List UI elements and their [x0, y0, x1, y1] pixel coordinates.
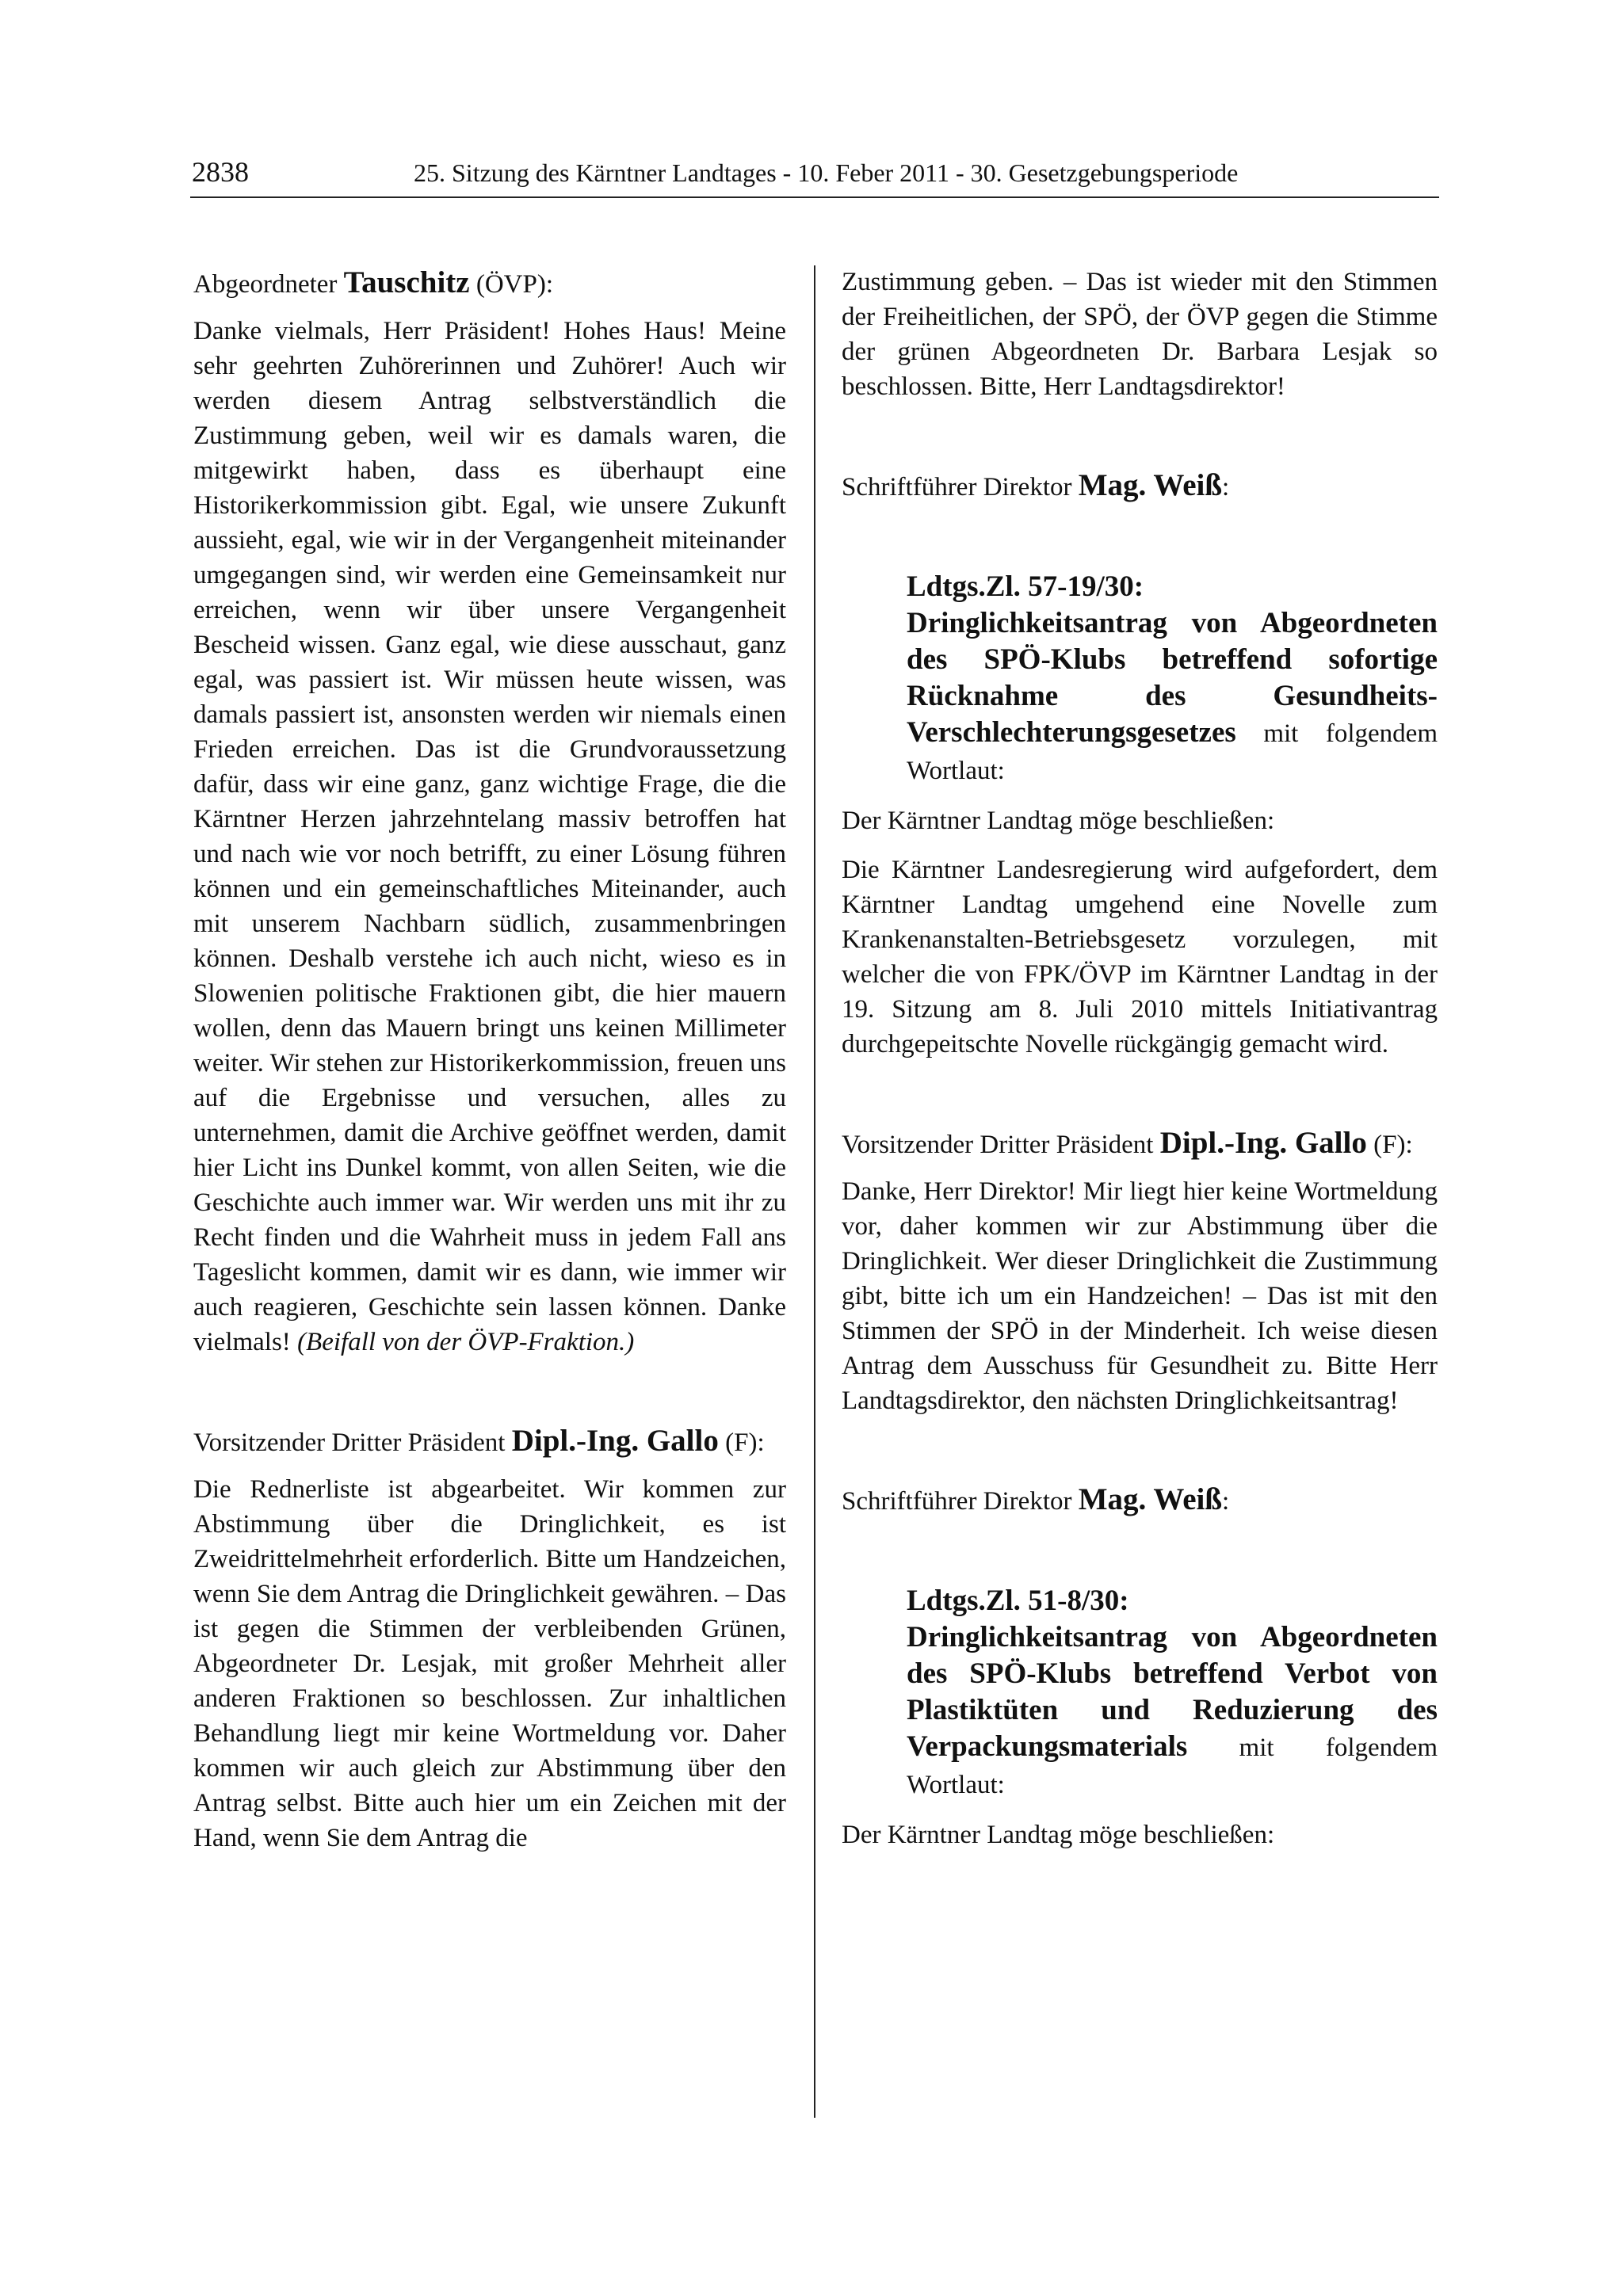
speaker-name: Mag. Weiß — [1078, 1482, 1223, 1516]
motion-block — [842, 1583, 1438, 1803]
speaker-prefix: Schriftführer Direktor — [842, 473, 1079, 502]
motion-title: Dringlichkeitsantrag von Abgeordneten des SPÖ-Klubs betreffend sofortige Rücknahme des Gesundheits-Verschlechterungsgesetzes — [907, 607, 1438, 749]
speech-paragraph: Zustimmung geben. – Das ist wieder mit den Stimmen der Freiheitlichen, der SPÖ, der ÖVP gegen die Stimme der grünen Abgeordneten Dr. Barbara Lesjak so beschlossen. Bitte, Herr Landtagsdirektor! — [842, 268, 1438, 401]
speech-paragraph: Die Rednerliste ist abgearbeitet. Wir kommen zur Abstimmung über die Dringlichkeit, es ist Zweidrittelmehrheit erforderlich. Bitte um Handzeichen, wenn Sie dem Antrag die Dringlichkeit gewähren. – Das ist gegen die Stimmen der verbleibenden Grünen, Abgeordneter Dr. Lesjak, mit großer Mehrheit aller anderen Fraktionen so beschlossen. Zur inhaltlichen Behandlung liegt mir keine Wortmeldung vor. Daher kommen wir auch gleich zur Abstimmung über den Antrag selbst. Bitte auch hier um ein Zeichen mit der Hand, wenn Sie dem Antrag die — [193, 1475, 786, 1852]
speaker-gallo — [842, 1125, 1438, 1163]
speaker-name: Mag. Weiß — [1078, 468, 1223, 502]
speech-text: Danke vielmals, Herr Präsident! Hohes Haus! Meine sehr geehrten Zuhörerinnen und Zuhörer! Auch wir werden diesem Antrag selbstverständlich die Zustimmung geben, weil wir es damals waren, die mitgewirkt haben, dass es überhaupt eine Historikerkommission gibt. Egal, wie unsere Zukunft aussieht, egal, wie wir in der Vergangenheit miteinander umgegangen sind, wir werden eine Gemeinsamkeit nur erreichen, wenn wir über unsere Vergangenheit Bescheid wissen. Ganz egal, wie diese ausschaut, ganz egal, was passiert ist. Wir müssen heute wissen, was damals passiert ist, ansonsten werden wir niemals einen Frieden erreichen. Das ist die Grundvoraussetzung dafür, dass wir eine ganz, ganz wichtige Frage, die die Kärntner Herzen jahrzehntelang massiv betroffen hat und nach wie vor noch betrifft, zu einer Lösung führen können und ein gemeinschaftliches Miteinander, auch mit unserem Nachbarn südlich, zusammenbringen können. Deshalb verstehe ich auch nicht, wieso es in Slowenien politische Fraktionen gibt, die hier mauern wollen, denn das Mauern bringt uns keinen Millimeter weiter. Wir stehen zur Historikerkommission, freuen uns auf die Ergebnisse und versuchen, alles zu unternehmen, damit die Archive geöffnet werden, damit hier Licht ins Dunkel kommt, von allen Seiten, wie die Geschichte auch immer war. Wir werden uns mit ihr zu Recht finden und die Wahrheit muss in jedem Fall ans Tageslicht kommen, damit wir es dann, wie immer wir auch reagieren, Geschichte sein lassen können. Danke vielmals! — [193, 317, 786, 1356]
resolution-intro: Der Kärntner Landtag möge beschließen: — [842, 807, 1275, 835]
column-divider — [814, 265, 815, 2118]
applause-note: (Beifall von der ÖVP-Fraktion.) — [297, 1328, 635, 1356]
speaker-prefix: Schriftführer Direktor — [842, 1487, 1079, 1516]
speaker-weiss — [842, 467, 1438, 505]
speaker-gallo — [193, 1423, 786, 1461]
page-number: 2838 — [192, 156, 249, 188]
speaker-tauschitz — [193, 265, 786, 303]
speech-paragraph — [193, 314, 786, 1360]
header-title: 25. Sitzung des Kärntner Landtages - 10. Feber 2011 - 30. Gesetzgebungsperiode — [414, 158, 1239, 187]
resolution-text: Die Kärntner Landesregierung wird aufgefordert, dem Kärntner Landtag umgehend eine Novelle zum Krankenanstalten-Betriebsgesetz vorzulegen, mit welcher die von FPK/ÖVP im Kärntner Landtag in der 19. Sitzung am 8. Juli 2010 mittels Initiativantrag durchgepeitschte Novelle rückgängig gemacht wird. — [842, 856, 1438, 1058]
motion-suffix: mit folgendem Wortlaut: — [907, 1733, 1438, 1799]
speaker-name: Dipl.-Ing. Gallo — [1159, 1126, 1367, 1160]
speaker-name: Tauschitz — [343, 265, 470, 299]
speaker-prefix: Abgeordneter — [193, 270, 344, 299]
motion-block — [842, 569, 1438, 789]
motion-suffix: mit folgendem Wortlaut: — [907, 719, 1438, 785]
page-header — [190, 155, 1439, 198]
speech-paragraph: Danke, Herr Direktor! Mir liegt hier keine Wortmeldung vor, daher kommen wir zur Abstimmung über die Dringlichkeit. Wer dieser Dringlichkeit die Zustimmung gibt, bitte ich um ein Handzeichen! – Das ist mit den Stimmen der SPÖ in der Minderheit. Ich weise diesen Antrag dem Ausschuss für Gesundheit zu. Bitte Herr Landtagsdirektor, den nächsten Dringlichkeitsantrag! — [842, 1177, 1438, 1415]
motion-number: Ldtgs.Zl. 57-19/30: — [907, 570, 1144, 603]
speaker-prefix: Vorsitzender Dritter Präsident — [842, 1131, 1160, 1159]
speaker-suffix: : — [1222, 1487, 1230, 1516]
motion-title: Dringlichkeitsantrag von Abgeordneten des SPÖ-Klubs betreffend Verbot von Plastiktüten und Reduzierung des Verpackungsmaterials — [907, 1621, 1438, 1763]
left-column — [193, 265, 786, 1855]
speaker-suffix: (F): — [1366, 1131, 1413, 1159]
speaker-name: Dipl.-Ing. Gallo — [511, 1424, 719, 1458]
speaker-suffix: : — [1222, 473, 1230, 502]
motion-number: Ldtgs.Zl. 51-8/30: — [907, 1585, 1129, 1617]
speaker-prefix: Vorsitzender Dritter Präsident — [193, 1428, 512, 1457]
right-column — [842, 265, 1438, 1852]
speaker-weiss — [842, 1482, 1438, 1520]
speaker-suffix: (ÖVP): — [469, 270, 554, 299]
resolution-intro: Der Kärntner Landtag möge beschließen: — [842, 1821, 1275, 1849]
speaker-suffix: (F): — [718, 1428, 765, 1457]
